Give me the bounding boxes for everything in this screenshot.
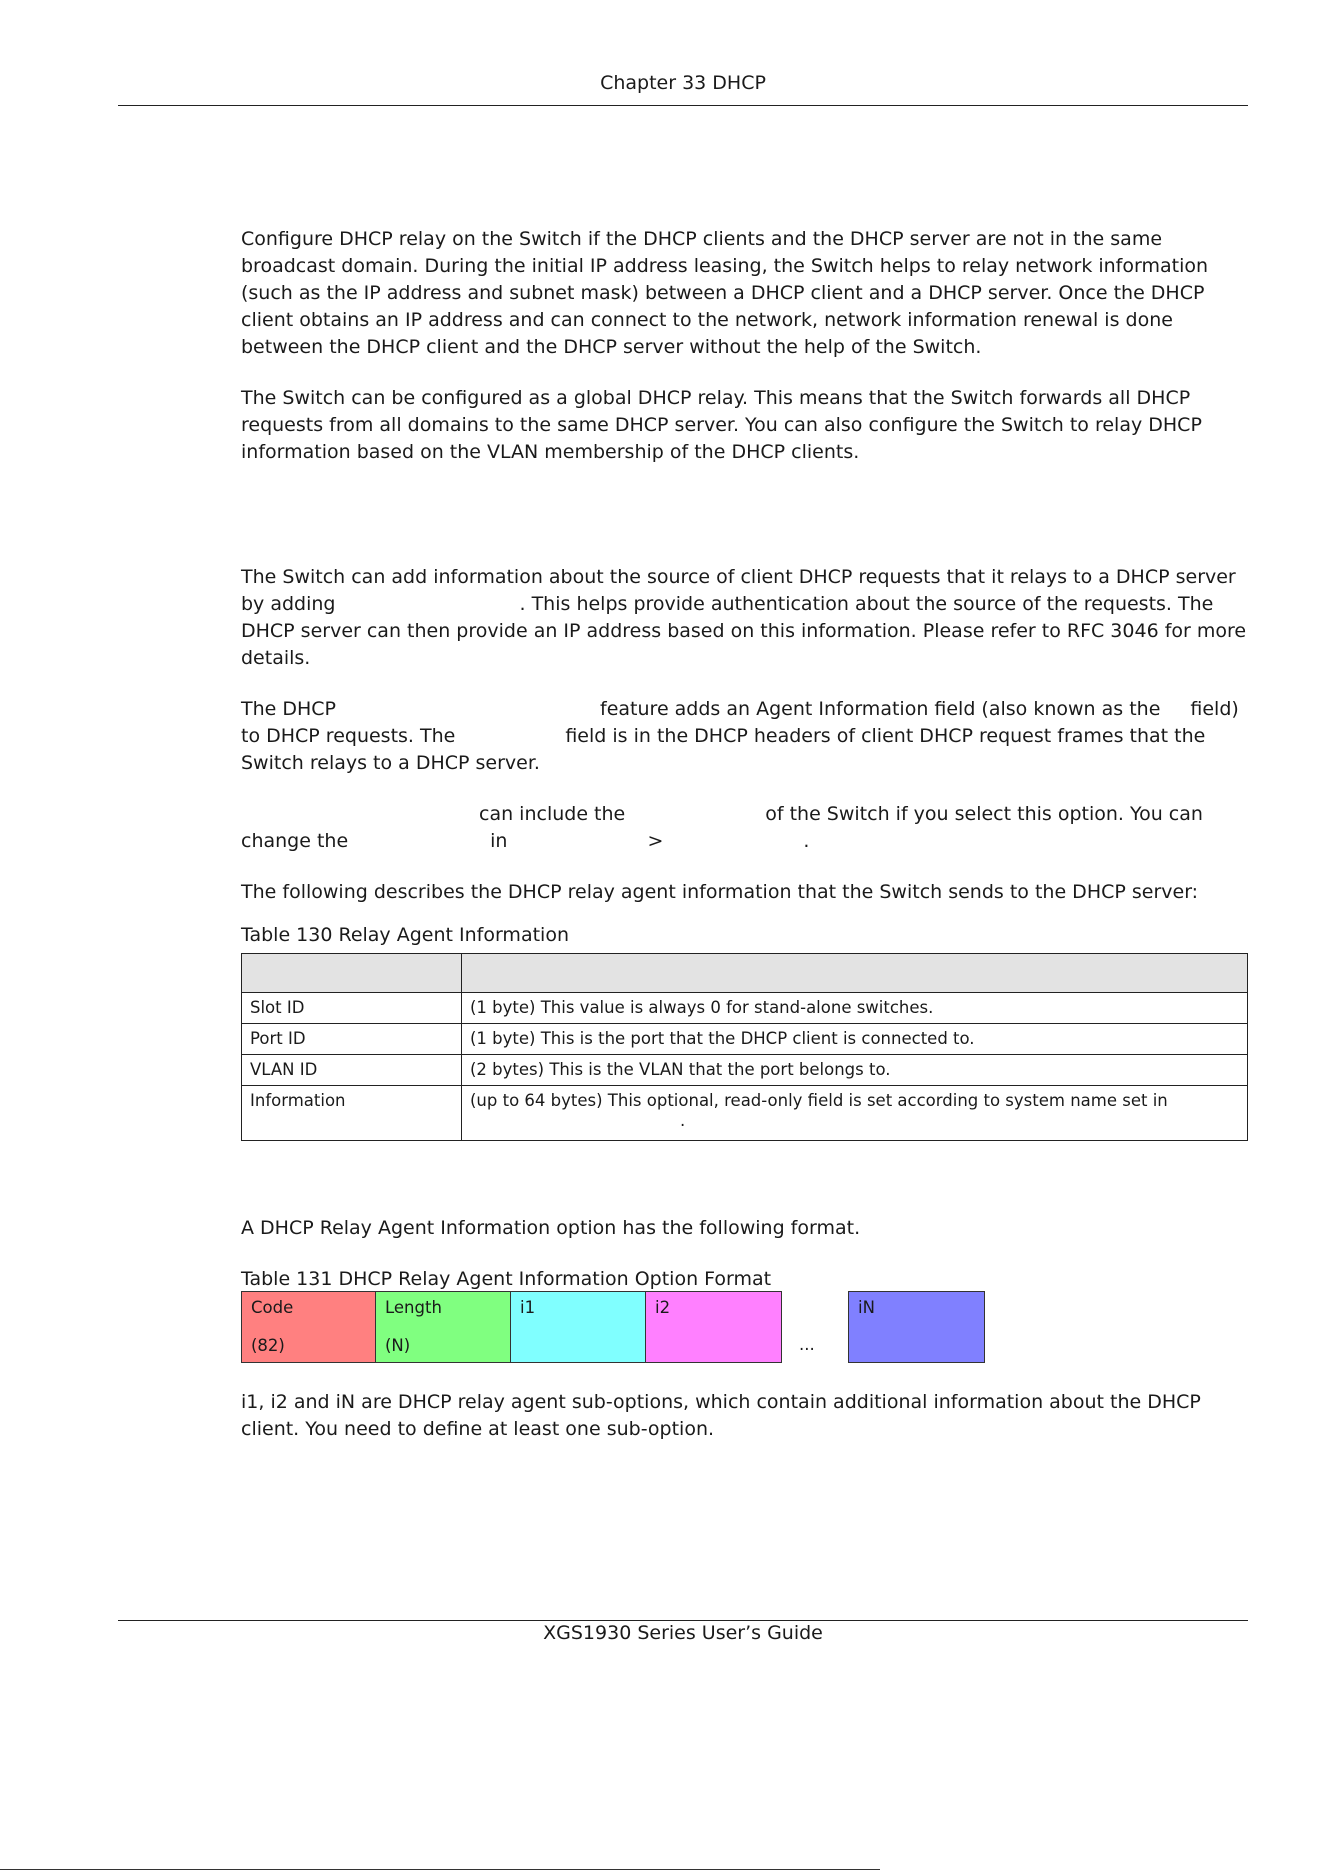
agent-info-section [241,564,1249,906]
table-130 [241,923,1249,1141]
table-row [242,1055,1248,1086]
chapter-header: Chapter 33 DHCP [600,72,766,94]
table-row [242,993,1248,1024]
table-row [242,1086,1248,1141]
agent-info-paragraph-2: The DHCP feature adds an Agent Information field (also known as the field) to DHCP requests. The field is in the DHCP headers of client DHCP request frames that the Switch relays to a DHCP server. [241,698,1239,774]
agent-info-paragraph-3: can include the of the Switch if you select this option. You can change the in > . [241,803,1203,852]
table-130-caption: Table 130 Relay Agent Information [241,924,569,946]
row-description: (2 bytes) This is the VLAN that the port belongs to. [462,1055,1248,1086]
format-section [241,1215,1249,1443]
table-row [242,1024,1248,1055]
relay-intro-paragraph-1: Configure DHCP relay on the Switch if the DHCP clients and the DHCP server are not in the same broadcast domain. During the initial IP address leasing, the Switch helps to relay network information (such as the IP address and subnet mask) between a DHCP client and a DHCP server. Once the DHCP client obtains an IP address and can connect to the network, network information renewal is done between the DHCP client and the DHCP server without the help of the Switch. [241,228,1209,358]
table-131-caption: Table 131 DHCP Relay Agent Information Option Format [241,1268,772,1290]
row-label: VLAN ID [242,1055,462,1086]
format-cell-code: Code (82) [241,1291,377,1363]
table-header-description [462,954,1248,993]
format-cell-iN: iN [848,1291,985,1363]
row-description: (up to 64 bytes) This optional, read-only field is set according to system name set in . [462,1086,1248,1141]
format-ellipsis: ... [799,1335,815,1354]
format-intro-paragraph: A DHCP Relay Agent Information option has the following format. [241,1217,861,1239]
page-bottom-rule [0,1869,880,1870]
row-label: Slot ID [242,993,462,1024]
row-label: Information [242,1086,462,1141]
header-rule [118,105,1248,106]
row-description: (1 byte) This is the port that the DHCP client is connected to. [462,1024,1248,1055]
guide-footer: XGS1930 Series User’s Guide [543,1622,823,1644]
footer-rule [118,1620,1248,1621]
format-cell-i2: i2 [645,1291,782,1363]
format-outro-paragraph: i1, i2 and iN are DHCP relay agent sub-options, which contain additional information about the DHCP client. You need to define at least one sub-option. [241,1391,1201,1440]
option-format-diagram [241,1291,1249,1367]
agent-info-paragraph-1: The Switch can add information about the source of client DHCP requests that it relays to a DHCP server by adding . This helps provide authentication about the source of the requests. The DHCP server can then provide an IP address based on this information. Please refer to RFC 3046 for more details. [241,566,1247,669]
table-header-row [242,954,1248,993]
format-cell-length: Length (N) [375,1291,512,1363]
table-header-label [242,954,462,993]
row-label: Port ID [242,1024,462,1055]
relay-intro-paragraph-2: The Switch can be configured as a global DHCP relay. This means that the Switch forwards all DHCP requests from all domains to the same DHCP server. You can also configure the Switch to relay DHCP information based on the VLAN membership of the DHCP clients. [241,387,1202,463]
row-description: (1 byte) This value is always 0 for stand-alone switches. [462,993,1248,1024]
relay-intro-section [241,226,1249,466]
agent-info-paragraph-4: The following describes the DHCP relay agent information that the Switch sends to the DHCP server: [241,881,1199,903]
relay-agent-information-table [241,953,1248,1141]
format-cell-i1: i1 [510,1291,647,1363]
